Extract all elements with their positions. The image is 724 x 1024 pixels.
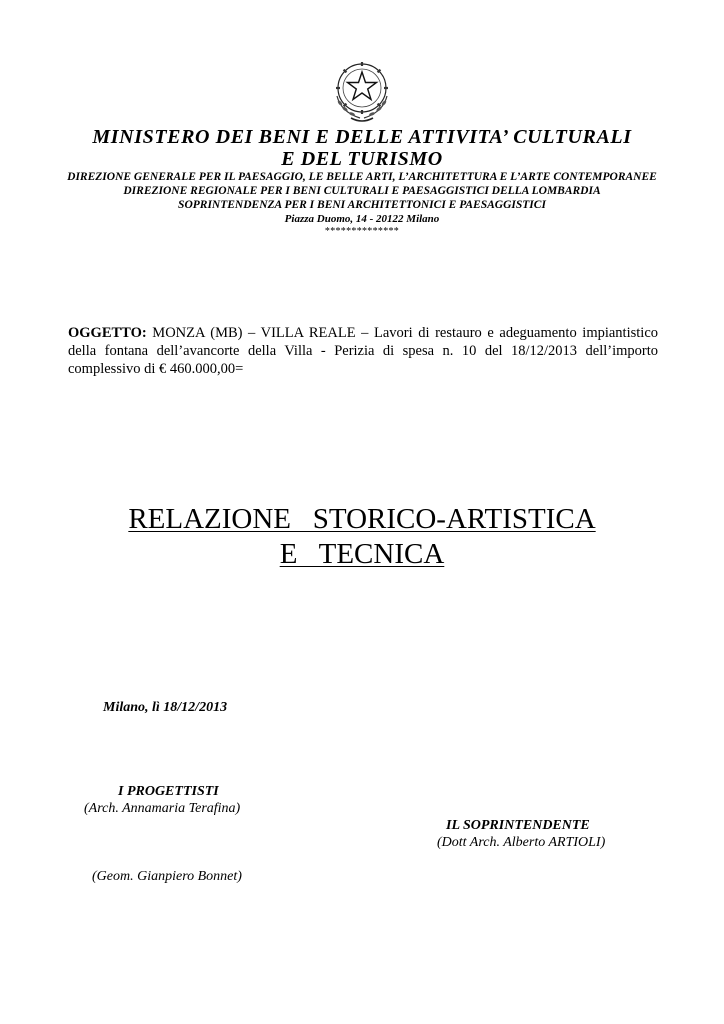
direzione-generale: DIREZIONE GENERALE PER IL PAESAGGIO, LE BELLE ARTI, L’ARCHITETTURA E L’ARTE CONTEMPORANEE [67, 171, 657, 183]
document-title [0, 502, 724, 572]
soprintendenza: SOPRINTENDENZA PER I BENI ARCHITETTONICI E PAESAGGISTICI [178, 199, 546, 211]
direzione-regionale: DIREZIONE REGIONALE PER I BENI CULTURALI E PAESAGGISTICI DELLA LOMBARDIA [123, 185, 601, 197]
subject-text: MONZA (MB) – VILLA REALE – Lavori di restauro e adeguamento impiantistico della fontana dell’avancorte della Villa - Perizia di spesa n. 10 del 18/12/2013 dell’importo complessivo di € 460.000,00= [68, 325, 659, 377]
subject-paragraph [68, 324, 658, 378]
ministry-name-line1: MINISTERO DEI BENI E DELLE ATTIVITA’ CULTURALI [92, 126, 632, 148]
title-line2: E TECNICA [279, 538, 445, 570]
document-date: Milano, lì 18/12/2013 [103, 700, 228, 715]
header-separator: ************** [324, 226, 400, 237]
office-address: Piazza Duomo, 14 - 20122 Milano [284, 213, 440, 225]
subject-label: OGGETTO: [68, 325, 147, 341]
designers-label: I PROGETTISTI [118, 784, 219, 799]
designer-name-1: (Arch. Annamaria Terafina) [84, 801, 241, 816]
ministry-name-line2: E DEL TURISMO [281, 148, 443, 170]
italian-republic-emblem-icon [323, 58, 401, 124]
title-line1: RELAZIONE STORICO-ARTISTICA [128, 503, 596, 535]
superintendent-name: (Dott Arch. Alberto ARTIOLI) [437, 835, 606, 850]
letterhead [0, 126, 724, 237]
superintendent-label: IL SOPRINTENDENTE [446, 818, 590, 833]
designer-name-2: (Geom. Gianpiero Bonnet) [92, 869, 242, 884]
